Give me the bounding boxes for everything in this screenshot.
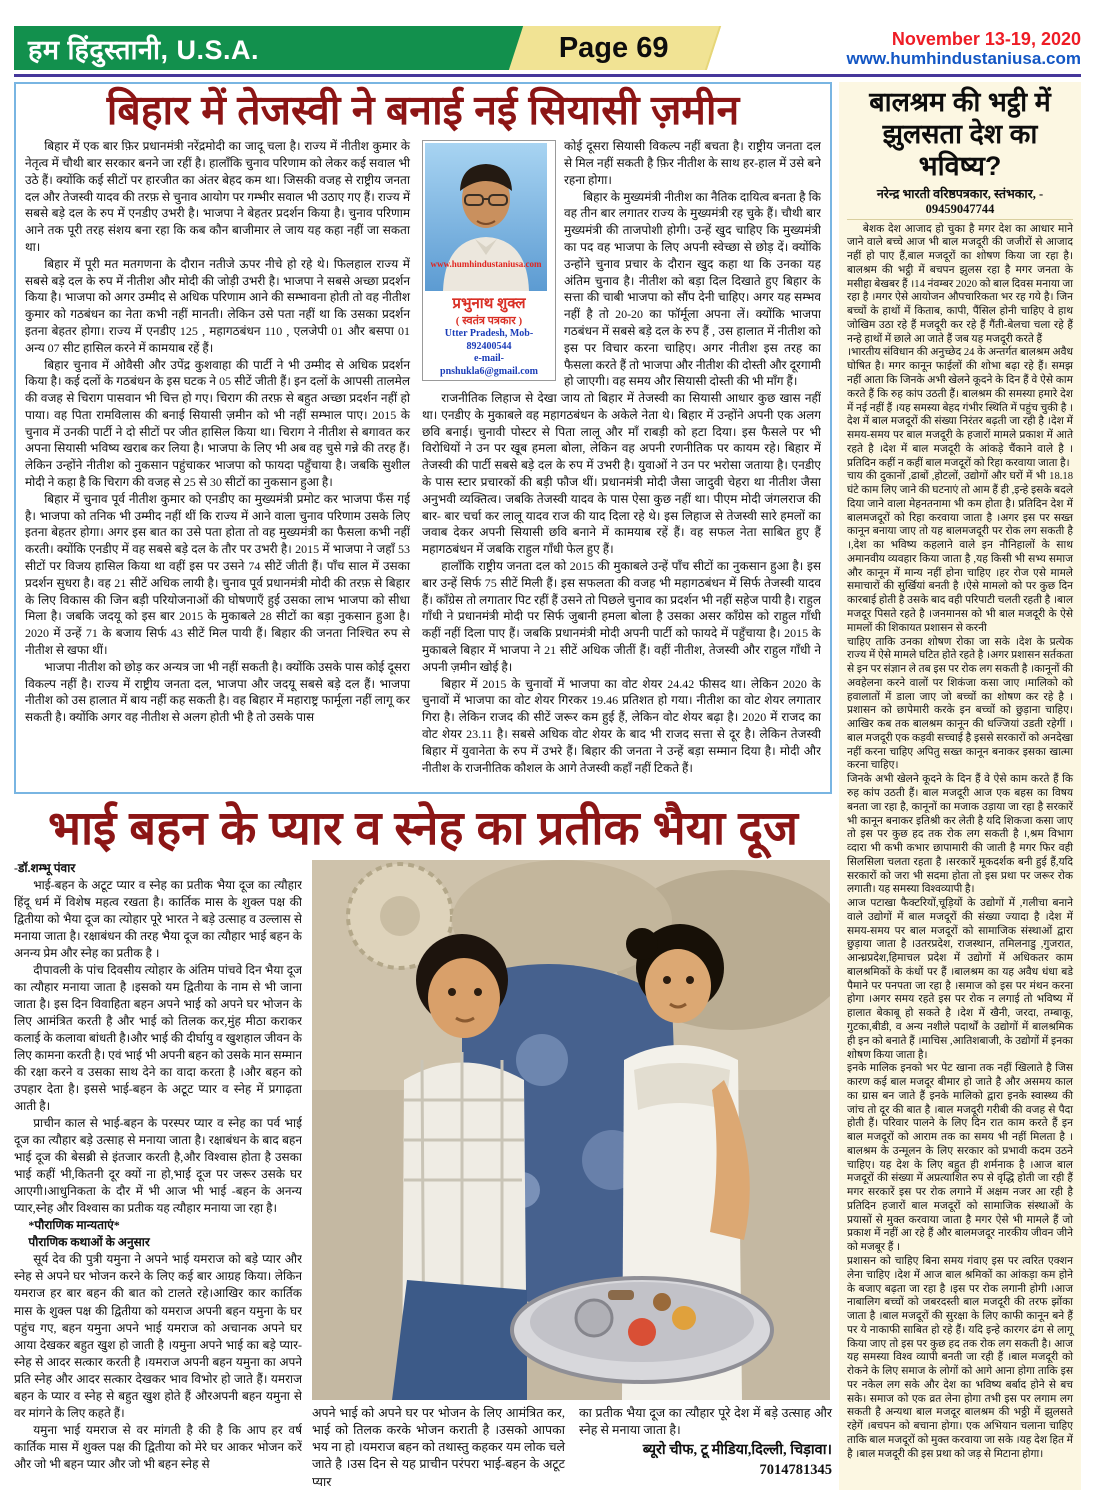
photo-watermark: www.humhindustaniusa.com <box>430 259 542 270</box>
page-number-tab <box>509 26 721 70</box>
paragraph: बिहार में पूरी मत मतगणना के दौरान नतीजे ऊपर नीचे हो रहे थे। फिलहाल राज्य में सबसे बड़े दल के रुप में नीतीश और मोदी की जोड़ी उभरी है। भाजपा ने सबसे अच्छा प्रदर्शन किया है। भाजपा को अगर उम्मीद से अधिक परिणाम आने की सम्भावना होती तो वह नीतीश कुमार को गठबंधन का नेता कभी नहीं मानती। लेकिन उसे पता नहीं था कि उसका प्रदर्शन इतना बेहतर होगा। राज्य में एनडीए 125 , महागठबंधन 110 , एलजेपी 01 और बसपा 01 अन्य 07 सीट हासिल करने में कामयाब रहें हैं। <box>25 256 410 355</box>
bureau-phone: 7014781345 <box>759 1461 832 1478</box>
article-bihar-headline: बिहार में तेजस्वी ने बनाई नई सियासी ज़मीन <box>106 87 740 133</box>
paragraph: राजनीतिक लिहाज से देखा जाय तो बिहार में तेजस्वी का सियासी आधार कुछ खास नहीं था। एनडीए के मुकाबले वह महागठबंधन के अकेले नेता थे। बिहार में उन्होंने अपनी एक अलग छवि बनाई। चुनावी पोस्टर से पिता लालू और माँ राबड़ी को हटा दिया। इस फैसले पर भी विरोधियों ने उन पर खूब हमला बोला, लेकिन वह अपनी रणनीतिक पर कायम रहे। बिहार में तेजस्वी की पार्टी सबसे बड़े दल के रुप में उभरी है। युवाओं ने उन पर भरोसा जताया है। एनडीए के पास स्टार प्रचारकों की बड़ी फौज थीं। प्रधानमंत्री मोदी जैसा जादुवी चेहरा था नीतीश जैसा अनुभवी व्यक्तित्व। जबकि तेजस्वी यादव के पास ऐसा कुछ नहीं था। पीएम मोदी जंगलराज की बार- बार चर्चा कर लालू यादव राज की याद दिला रहे थे। इस लिहाज से तेजस्वी सारे हमलों का जवाब देकर अपनी सियासी छवि बनाने में कामयाब रहें हैं। वह सफल नेता साबित हुए हैं महागठबंधन में जबकि राहुल गाँधी फेल हुए हैं। <box>422 391 821 557</box>
paragraph: चाहिए ताकि उनका शोषण रोका जा सके ।देश के प्रत्येक राज्य में ऐसे मामले घटित होते रहते है ।अगर प्रशासन सर्तकता से इन पर संज्ञान ले तब इस पर रोक लग सकती है ।कानूनों की अवहेलना करने वालों पर शिकंजा कसा जाए ।मालिको को हवालातों में डाला जाए जो बच्चों का शोषण कर रहे है ।प्रशासन को छापेमारी करके इन बच्चों को छुड़ाना चाहिए। आखिर कब तक बालश्रम कानून की धज्जियां उडती रहेगीं ।बाल मजदूरी एक कड़वी सच्चाई है इससे सरकारों को अनदेखा नहीं करना चाहिए अपितु सख्त कानून बनाकर इसका खात्मा करना चाहिए। <box>847 636 1073 772</box>
article-byline: -डॉ.शम्भू पंवार <box>14 860 76 875</box>
paragraph: यमुना भाई यमराज से वर मांगती है की है कि आप हर वर्ष कार्तिक मास में शुक्ल पक्ष की द्वितीया को मेरे घर आकर भोजन करें और जो भी बहन प्यार और जो भी बहन स्नेह से <box>14 1422 302 1471</box>
left-region <box>14 82 832 1490</box>
paragraph: हालाँकि राष्ट्रीय जनता दल को 2015 की मुकाबले उन्हें पाँच सीटों का नुकसान हुआ है। इस बार उन्हें सिर्फ 75 सीटें मिली हैं। इस सफलता की वजह भी महागठबंधन में सिर्फ तेजस्वी यादव हैं। काँग्रेस तो लगातार पिट रहीं हैं उसने तो पिछले चुनाव का प्रदर्शन भी नहीं सहेज पायी है। राहुल गाँधी ने प्रधानमंत्री मोदी पर सिर्फ जुबानी हमला बोला है उसका असर काँग्रेस को राहुल गाँधी कहीं नहीं दिला पाए हैं। जबकि प्रधानमंत्री मोदी अपनी पार्टी को फायदे में पहुँचाया है। 2015 के मुकाबले बिहार में भाजपा ने 21 सीटें अधिक जीतीं हैं। वहीं नीतीश, तेजस्वी और राहुल गाँधी ने अपनी ज़मीन खोई है। <box>422 559 821 674</box>
masthead-divider <box>14 74 1081 77</box>
article-child-labour-body <box>847 223 1073 1462</box>
paragraph: चाय की दुकानों ,ढाबों ,होटलों, उद्योगों और घरों में भी 18.18 घंटे काम लिए जाने की घटनाएं तो आम हैं ही ,इन्हे इसके बदले दिया जाने वाला मेहनतनामा भी कम होता है। प्रतिदिन देश में बालमजदूरों को रिहा करवाया जाता है ।अगर इस पर सख्त कानून बनाया जाए तो यह बालमजदूरी पर रोक लग सकती है ।,देश का भविष्य कहलाने वाले इन नौनिहालों के साथ अमानवीय व्यवहार किया जाता है ,यह किसी भी सभ्य समाज और कानून में मान्य नहीं होना चाहिए ।हर रोज एसे मामले समाचारों की सुर्खियां बनती है ।ऐसे मामलो को पर कुछ दिन कारबाई होती है उसके बाद वही परिपाटी चलती रहती है ।बाल मजदूर पिसते रहते है ।जनमानस को भी बाल मजदूरी के ऐसे मामलों की शिकायत प्रशासन से करनी <box>847 471 1073 634</box>
paragraph: आज पटाखा फैक्टरियों,चूड़ियों के उद्योगों में ,गलीचा बनाने वाले उद्योगों में बाल मजदूरों की संख्या ज्यादा है ।देश में समय-समय पर बाल मजदूरों को सामाजिक संस्थाओं द्वारा छुड़ाया जाता है ।उतरप्रदेश, राजस्थान, तमिलनाडु ,गुजरात, आन्ध्रप्रदेश,हिमाचल प्रदेश में उद्योगों में अधिकतर काम बालश्रमिकों के कंधों पर हैं ।बालश्रम का यह अवैध धंधा बडे पैमाने पर पनपता जा रहा है ।समाज को इस पर मंथन करना होगा ।अगर समय रहते इस पर रोक न लगाई तो भविष्य में हालात बेकाबू हो सकते है ।देश में खैनी, जरदा, तम्बाकू, गुटका,बीडी, व अन्य नशीले पदार्थों के उद्योगों में बालश्रमिक ही इन को बनाते हैं ।माचिस ,आतिशबाजी, के उद्योगों में इनका शोषण किया जाता है। <box>847 898 1073 1061</box>
website-url: www.humhindustaniusa.com <box>846 48 1081 68</box>
article-bihar <box>14 82 832 794</box>
article-media <box>312 860 832 1490</box>
paragraph: दीपावली के पांच दिवसीय त्योहार के अंतिम पांचवे दिन भैया दूज का त्यौहार मनाया जाता है ।इसको यम द्वितीया के नाम से भी जाना जाता है। इस दिन विवाहिता बहन अपने भाई को अपने घर भोजन के लिए आमंत्रित करती है और भाई को तिलक कर,मुंह मीठा कराकर कलाई के कलावा बांधती है।और भाई की दीर्घायु व खुशहाल जीवन के लिए कामना करती है। एवं भाई भी अपनी बहन को उसके मान सम्मान की रक्षा करने व उसका साथ देने का वादा करता है ।और बहन को उपहार देता है। इससे भाई-बहन के अटूट प्यार व स्नेह में प्रगाढ़ता आती है। <box>14 962 302 1114</box>
bureau-credit <box>579 1441 832 1480</box>
columnist-byline: नरेन्द्र भारती वरिष्ठपत्रकार, स्तंभकार, - 09459047744 <box>847 185 1073 220</box>
paragraph: भाजपा नीतीश को छोड़ कर अन्यत्र जा भी नहीं सकती है। क्योंकि उसके पास कोई दूसरा विकल्प नहीं है। राज्य में राष्ट्रीय जनता दल, भाजपा और जदयू सबसे बड़े दल हैं। भाजपा नीतीश को उस हालात में बाय नहीं कह सकती है। वह बिहार में महाराष्ट्र फार्मूला नहीं लागू कर सकती है। क्योंकि अगर वह नीतीश से अलग होती भी है तो उसके पास <box>25 659 410 725</box>
paragraph: इनके मालिक इनको भर पेट खाना तक नहीं खिलाते है जिस कारण कई बाल मजदूर बीमार हो जाते है और असमय काल का ग्रास बन जाते हैं इनके मालिको द्वारा इनके स्वास्थ्य की जांच तो दूर की बात है ।बाल मजदूरी गरीबी की वजह से पैदा होती हैं। परिवार पालने के लिए दिन रात काम करते हैं इन बाल मजदूरों को आराम तक का समय भी नहीं मिलता है । बालश्रम के उन्मूलन के लिए सरकार को प्रभावी कदम उठने चाहिए। यह देश के लिए बहुत ही शर्मनाक है ।आज बाल मजदूरों की संख्या में अप्रत्याशित रुप से वृद्धि होती जा रही हैं मगर सरकारें इस पर रोक लगाने में अक्षम नजर आ रही है प्रतिदिन हजारों बाल मजदूरों को सामाजिक संस्थाओं के प्रयासों से मुक्त करवाया जाता है मगर ऐसे भी मामले हैं जो प्रकाश में नहीं आ रहे हैं और बालमजदूर नारकीय जीवन जीने को मजबूर हैं । <box>847 1063 1073 1254</box>
article-bhaiya-dooj-column <box>14 860 302 1490</box>
article-bihar-body <box>25 138 821 778</box>
article-child-labour-headline-line1: बालश्रम की भट्ठी में <box>869 87 1051 117</box>
bureau-credit-line: ब्यूरो चीफ, टू मीडिया,दिल्ली, चिड़ावा। <box>642 1442 832 1459</box>
photo-caption-row <box>312 1405 832 1490</box>
brand-banner <box>14 26 526 70</box>
subheading: पौराणिक कथाओं के अनुसार <box>28 1235 150 1250</box>
paragraph: भाई-बहन के अटूट प्यार व स्नेह का प्रतीक भैया दूज का त्यौहार हिंदू धर्म में विशेष महत्व रखता है। कार्तिक मास के शुक्ल पक्ष की द्वितीया को भैया दूज का त्योहार पूरे भारत ने बड़े उत्साह व उल्लास से मनाया जाता है। रक्षाबंधन की तरह भैया दूज का त्यौहार भाई बहन के अनन्य प्रेम और स्नेह का प्रतीक है । <box>14 877 302 960</box>
paragraph: प्रशासन को चाहिए बिना समय गंवाए इस पर त्वरित एक्शन लेना चाहिए ।देश में आज बाल श्रमिकों का आंकड़ा कम होने के बजाए बढ़ता जा रहा है ।इस पर रोक लगानी होगी ।आज नाबालिग बच्चों को जबरदस्ती बाल मजदूरी की तरफ झोंका जाता है ।बाल मजदूरों की सुरक्षा के लिए काफी कानून बने हैं पर ये नाकाफी साबित हो रहे हैं। यदि इन्हे कारगर ढंग से लागू किया जाए तो इस पर कुछ हद तक रोक लग सकती है। आज यह समस्या विश्व व्यापी बनती जा रही हैं ।बाल मजदूरी को रोकने के लिए समाज के लोगों को आगे आना होगा ताकि इस पर नकेल लग सके और देश का भविष्य बर्बाद होने से बच सके। समाज को एक व्रत लेना होगा तभी इस पर लगाम लग सकती है अन्यथा बाल मजदूर बालश्रम की भठ्ठी में झुलसते रहेगें ।बचपन को बचाना होगा। एक अभियान चलाना चाहिए ताकि बाल मजदूरों को मुक्त करवाया जा सके ।यह देश हित में है ।बाल मजदूरी की इस प्रथा को जड़ से मिटाना होगा। <box>847 1256 1073 1460</box>
paragraph: ।भारतीय संविधान की अनुच्छेद 24 के अन्तर्गत बालश्रम अवैध घोषित है। मगर कानून फाईलों की शोभा बढ़ा रहे हैं। समझ नहीं आता कि जिनके अभी खेलने कूदने के दिन हैं वे ऐसे काम करते हैं कि रुह कांप उठती हैं। बालश्रम की समस्या हमारे देश में नई नहीं हैं ।यह समस्या बेहद गंभीर स्थिति में पहुंच चुकी है ।देश में बाल मजदूरों की संख्या निरंतर बढ़ती जा रही है ।देश में समय-समय पर बाल मजदूरी के हजारों मामले प्रकाश में आते रहते है ।देश में बाल मजदूरी के आंकड़े चैंकाने वाले है ।प्रतिदिन कहीं न कहीं बाल मजदूरों को रिहा करवाया जाता है। <box>847 347 1073 469</box>
author-email: e-mail- pnshukla6@gmail.com <box>440 353 538 377</box>
article-child-labour-headline-line2: झुलसता देश का भविष्य? <box>882 118 1038 181</box>
paragraph: बिहार चुनाव में ओवैसी और उपेंद्र कुशवाहा की पार्टी ने भी उम्मीद से अधिक प्रदर्शन किया है। कई दलों के गठबंधन के इस घटक ने 05 सीटें जीती हैं। इन दलों के आपसी तालमेल की वजह से चिराग पासवान भी चित्त हो गए। चिराग की तरफ़ से बहुत अच्छा प्रदर्शन नहीं हो पाया। वह पिता रामविलास की बनाई सियासी ज़मीन को भी नहीं सम्भाल पाए। 2015 के चुनाव में उनकी पार्टी ने दो सीटों पर जीत हासिल किया था। चिराग ने नीतीश से बगावत कर अपना सियासी भविष्य खराब कर लिया है। भाजपा के लिए भी अब वह चुसे गन्ने की तरह हैं। लेकिन उन्होंने नीतीश को नुकसान पहुंचाकर भाजपा को फायदा पहुँचाया है। जबकि सुशील मोदी ने कहा है कि चिराग की वजह से 25 से 30 सीटों का नुकसान हुआ है। <box>25 357 410 490</box>
author-contact: Utter Pradesh, Mob-892400544 <box>444 328 534 352</box>
paragraph: बेशक देश आजाद हो चुका है मगर देश का आधार माने जाने वाले बच्चे आज भी बाल मजदूरी की जजीरों से आजाद नहीं हो पाए हैं,बाल मजदूरों का शोषण किया जा रहा है। बालश्रम की भट्ठी में बचपन झुलस रहा है मगर जनता के मसीहा बेखबर हैं ।14 नंवम्बर 2020 को बाल दिवस मनाया जा रहा है ।मगर ऐसे आयोजन औपचारिकता भर रह गये है। जिन बच्चों के हाथों में किताब, कापी, पैंसिल होनी चाहिए वे हाथ जोखिम उठा रहे हैं मजदूरी कर रहे हैं गैंती-बेलचा चला रहे हैं नन्हे हाथों में छाले आ जाते हैं जब यह मजदूरी करते हैं <box>847 223 1073 345</box>
paragraph: जिनके अभी खेलने कूदने के दिन हैं वे ऐसे काम करते हैं कि रुह कांप उठती हैं। बाल मजदूरी आज एक बहस का विषय बनता जा रहा है, कानूनों का मजाक उड़ाया जा रहा है सरकारें भी कानून बनाकर इतिश्री कर लेती है यदि शिकजा कसा जाए तो इस पर कुछ हद तक रोक लग सकती है ।,श्रम विभाग व्दारा भी कभी कभार छापामारी की जाती है मगर फिर वही सिलसिला चलता रहता है ।सरकारें मूकदर्शक बनी हुई हैं,यदि सरकारों को जरा भी सदमा होता तो इस प्रथा पर जरूर रोक लगाती। यह समस्या विश्वव्यापी है। <box>847 774 1073 896</box>
article-bihar-column-2 <box>422 138 821 778</box>
subheading: *पौराणिक मान्यताएं* <box>28 1218 120 1233</box>
paragraph: बिहार में चुनाव पूर्व नीतीश कुमार को एनडीए का मुख्यमंत्री प्रमोट कर भाजपा फँस गई है। भाजपा को तनिक भी उम्मीद नहीं थीं कि राज्य में आने वाला चुनाव परिणाम उसके लिए इतना बेहतर होगा। अगर इस बात का उसे पता होता तो वह मुख्यमंत्री का फैसला कभी नहीं करती। क्योंकि एनडीए में वह सबसे बड़े दल के तौर पर उभरी है। 2015 में भाजपा ने जहाँ 53 सीटों पर विजय हासिल किया था वहीं इस पर उसने 74 सीटें जीती हैं। पाँच साल में उसका प्रदर्शन सुधरा है। वह 21 सीटें अधिक लायी है। चुनाव पूर्व प्रधानमंत्री मोदी की तरफ़ से बिहार के लिए विकास की जिन बड़ी परियोजनाओं की घोषणाएँ हुई उसका लाभ भाजपा को सीधा मिला है। जबकि जदयू को इस बार 2015 के मुकाबले 28 सीटों का बड़ा नुकसान हुआ है। 2020 में उन्हें 71 के बजाय सिर्फ 43 सीटें मिल पायी हैं। बिहार की जनता निश्चित रुप से नीतीश से खफा थीं। <box>25 491 410 658</box>
author-photo-card <box>422 140 556 381</box>
paragraph: कोई दूसरा सियासी विकल्प नहीं बचता है। राष्ट्रीय जनता दल से मिल नहीं सकती है फ़िर नीतीश के साथ हर-हाल में उसे बने रहना होगा। <box>564 139 821 187</box>
page-number-label: Page 69 <box>559 31 669 64</box>
paragraph: बिहार में 2015 के चुनावों में भाजपा का वोट शेयर 24.42 फीसद था। लेकिन 2020 के चुनावों में भाजपा का वोट शेयर गिरकर 19.46 प्रतिशत हो गया। नीतीश का वोट शेयर लगातार गिरा है। लेकिन राजद की सीटें जरूर कम हुई हैं, लेकिन वोट शेयर बढ़ा है। 2020 में राजद का वोट शेयर 23.11 है। सबसे अधिक वोट शेयर के बाद भी राजद सत्ता से दूर है। लेकिन तेजस्वी बिहार में युवानेता के रुप में उभरे हैं। बिहार की जनता ने उन्हें बड़ा सम्मान दिया है। मोदी और नीतीश के राजनीतिक कौशल के आगे तेजस्वी कहाँ नहीं टिकते हैं। <box>422 676 821 775</box>
paragraph: सूर्य देव की पुत्री यमुना ने अपने भाई यमराज को बड़े प्यार और स्नेह से अपने घर भोजन करने के लिए कई बार आग्रह किया। लेकिन यमराज हर बार बहन की बात को टालते रहे।आखिर कार कार्तिक मास के शुक्ल पक्ष की द्वितीया को यमराज अपनी बहन यमुना के घर पहुंच गए, बहन यमुना अपने भाई यमराज को अचानक अपने घर आया देखकर बहुत खुश हो जाती है ।यमुना अपने भाई का बड़े प्यार-स्नेह से आदर सत्कार करती है ।यमराज अपनी बहन यमुना का अपने प्रति स्नेह और आदर सत्कार देखकर भाव विभोर हो जाते हैं। यमराज बहन के प्यार व स्नेह से बहुत खुश होते हैं औरअपनी बहन यमुना से वर मांगने के लिए कहते हैं। <box>14 1252 302 1420</box>
children-photo <box>312 860 830 1400</box>
author-role: ( स्वतंत्र पत्रकार ) <box>455 315 523 328</box>
caption-column-1: अपने भाई को अपने घर पर भोजन के लिए आमंत्रित कर, भाई को तिलक करके भोजन कराती है ।उसको आपका भय ना हो ।यमराज बहन को तथास्तु कहकर यम लोक चले जाते है ।उस दिन से यह प्राचीन परंपरा भाई-बहन के अटूट प्यार <box>312 1405 565 1489</box>
article-bhaiya-dooj <box>14 860 832 1490</box>
article-bihar-column-1 <box>25 138 410 778</box>
article-child-labour <box>839 82 1081 1490</box>
paragraph: प्राचीन काल से भाई-बहन के परस्पर प्यार व स्नेह का पर्व भाई दूज का त्यौहार बड़े उत्साह से मनाया जाता है। रक्षाबंधन के बाद बहन भाई दूज की बेसब्री से इंतजार करती है,और विश्वास होता है उसका भाई कहीं भी,कितनी दूर क्यों ना हो,भाई दूज पर जरूर उसके घर आएगी।आधुनिकता के दौर में भी आज भी भाई -बहन के अनन्य प्यार,स्नेह और विश्वास का प्रतीक यह त्यौहार मनाया जा रहा है। <box>14 1116 302 1216</box>
author-name: प्रभुनाथ शुक्ल <box>452 296 526 313</box>
issue-date: November 13-19, 2020 <box>891 28 1081 49</box>
article-photo <box>312 860 830 1400</box>
masthead-right <box>714 29 1081 70</box>
brand-title: हम हिंदुस्तानी, U.S.A. <box>28 34 260 65</box>
author-photo <box>425 143 547 291</box>
page-content <box>0 82 1095 1490</box>
article-bhaiya-dooj-headline: भाई बहन के प्यार व स्नेह का प्रतीक भैया दूज <box>47 801 799 854</box>
paragraph: बिहार में एक बार फ़िर प्रधानमंत्री नरेंद्रमोदी का जादू चला है। राज्य में नीतीश कुमार के नेतृत्व में चौथी बार सरकार बनने जा रहीं है। हालाँकि चुनाव परिणाम को लेकर कई सवाल भी उठे हैं। क्योंकि कई सीटों पर हारजीत का अंतर बेहद कम था। जिसकी वजह से राष्ट्रीय जनता दल और तेजस्वी यादव की तरफ़ से चुनाव आयोग पर गम्भीर सवाल भी उठाए गए हैं। राज्य में सबसे बड़े दल के रुप में एनडीए उभरी है। भाजपा ने बेहतर प्रदर्शन किया है। चुनाव परिणाम आने तक पूरी तरह संशय बना रहा कि कब कौन बाजीमार ले जाय यह कहा नहीं जा सकता था। <box>25 139 410 254</box>
caption-column-2: का प्रतीक भैया दूज का त्यौहार पूरे देश में बड़े उत्साह और स्नेह से मनाया जाता है। <box>579 1405 832 1437</box>
masthead <box>0 0 1095 70</box>
paragraph: बिहार के मुख्यमंत्री नीतीश का नैतिक दायित्व बनता है कि वह तीन बार लगातर राज्य के मुख्यमंत्री रह चुके हैं। चौथी बार मुख्यमंत्री की ताजपोशी होगी। उन्हें खुद चाहिए कि मुख्यमंत्री का पद वह भाजपा के लिए अपनी स्वेच्छा से छोड़ दें। क्योंकि उन्होंने चुनाव प्रचार के दौरान खुद कहा था कि उनका यह अंतिम चुनाव है। नीतीश को बड़ा दिल दिखाते हुए बिहार के सत्ता की चाबी भाजपा को सौंप देनी चाहिए। अगर यह सम्भव नहीं है तो 20-20 का फॉर्मूला अपना लें। क्योंकि भाजपा गठबंधन में सबसे बड़े दल के रुप हैं , उस हालात में नीतीश को इस पर विचार करना चाहिए। अगर नीतीश इस तरह का फैसला करते हैं तो भाजपा और नीतीश की दोस्ती और दूरगामी हो जाएगी। वह समय और सियासी दोस्ती की भी माँग हैं। <box>564 189 821 389</box>
